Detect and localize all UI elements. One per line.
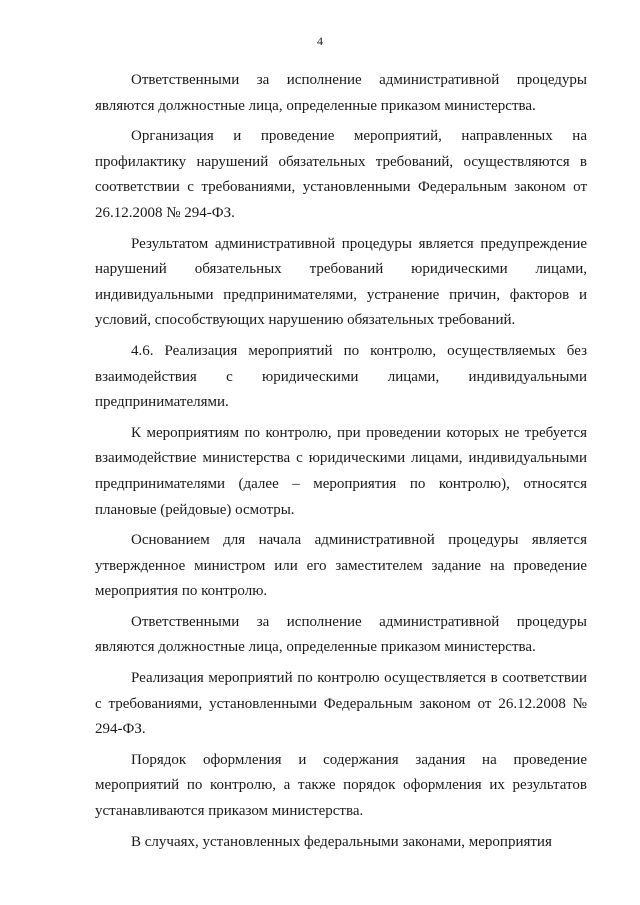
paragraph-procedure-result: Результатом административной процедуры является предупреждение нарушений обязательных требований юридическими лицами, индивидуальными предпринимателями, устранение причин, факторов и условий, способствующих нарушению обязательных требований. bbox=[95, 235, 587, 329]
paragraph-responsible-officials-2: Ответственными за исполнение административной процедуры являются должностные лица, определенные приказом министерства. bbox=[95, 613, 587, 656]
document-body bbox=[95, 68, 587, 860]
paragraph-implementation: Реализация мероприятий по контролю осуществляется в соответствии с требованиями, установленными Федеральным законом от 26.12.2008 № 294-ФЗ. bbox=[95, 670, 587, 738]
page-number: 4 bbox=[317, 34, 323, 48]
paragraph-responsible-officials-1: Ответственными за исполнение административной процедуры являются должностные лица, определенные приказом министерства. bbox=[95, 72, 587, 114]
paragraph-task-procedure: Порядок оформления и содержания задания на проведение мероприятий по контролю, а также порядок оформления их результатов устанавливаются приказом министерства. bbox=[95, 751, 587, 820]
paragraph-section-4-6: 4.6. Реализация мероприятий по контролю, осуществляемых без взаимодействия с юридическими лицами, индивидуальными предпринимателями. bbox=[95, 342, 587, 411]
paragraph-federal-cases: В случаях, установленных федеральными законами, мероприятия bbox=[131, 833, 552, 850]
paragraph-prevention-organization: Организация и проведение мероприятий, направленных на профилактику нарушений обязательных требований, осуществляются в соответствии с требованиями, установленными Федеральным законом от 26.12.2008 № 294-ФЗ. bbox=[95, 128, 587, 221]
paragraph-procedure-basis: Основанием для начала административной процедуры является утвержденное министром или его заместителем задание на проведение мероприятия по контролю. bbox=[95, 532, 587, 600]
paragraph-control-measures: К мероприятиям по контролю, при проведении которых не требуется взаимодействие министерства с юридическими лицами, индивидуальными предпринимателями (далее – мероприятия по контролю), относятся плановые (рейдовые) осмотры. bbox=[95, 424, 587, 518]
